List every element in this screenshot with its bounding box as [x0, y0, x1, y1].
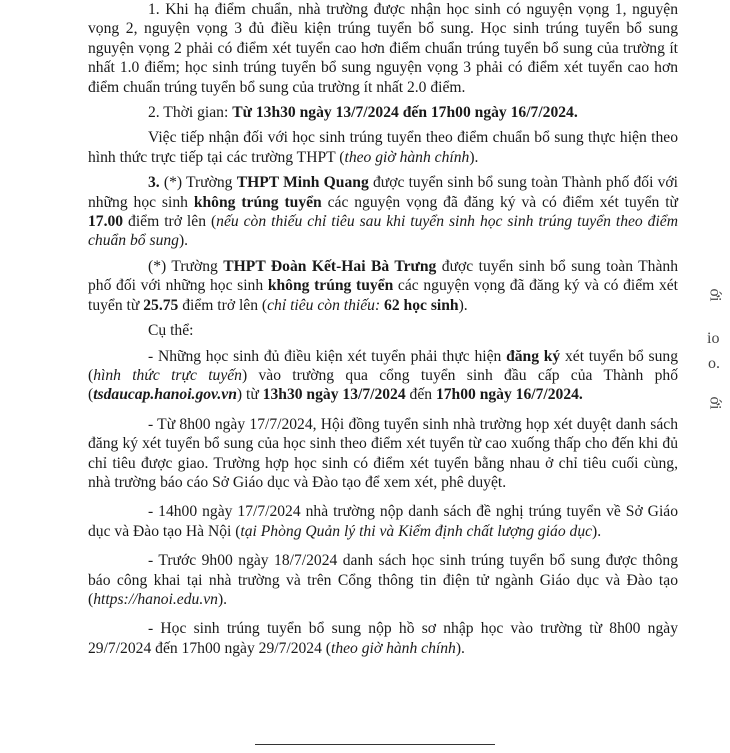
paragraph-minh-quang: 3. (*) Trường THPT Minh Quang được tuyển sinh bổ sung toàn Thành phố đối với những học sinh không trúng tuyển các nguyện vọng đã đăng ký và có điểm xét tuyển từ 17.00 điểm trở lên (nếu còn thiếu chỉ tiêu sau khi tuyển sinh học sinh trúng tuyển theo điểm chuẩn bổ sung). — [88, 174, 679, 250]
paragraph-2-time — [88, 103, 678, 122]
closing-divider — [255, 744, 495, 745]
margin-mark: ới — [706, 396, 724, 410]
paragraph-submission: - 14h00 ngày 17/7/2024 nhà trường nộp danh sách đề nghị trúng tuyển về Sở Giáo dục và Đào tạo Hà Nội (tại Phòng Quản lý thi và Kiểm định chất lượng giáo dục). — [88, 503, 678, 540]
paragraph-registration: - Những học sinh đủ điều kiện xét tuyển phải thực hiện đăng ký xét tuyển bổ sung (hình thức trực tuyến) vào trường qua cổng tuyển sinh đầu cấp của Thành phố (tsdaucap.hanoi.gov.vn) từ 13h30 ngày 13/7/2024 đến 17h00 ngày 16/7/2024. — [88, 347, 679, 404]
paragraph-doan-ket: (*) Trường THPT Đoàn Kết-Hai Bà Trưng được tuyển sinh bổ sung toàn Thành phố đối với những học sinh không trúng tuyển các nguyện vọng đã đăng ký và có điểm xét tuyển từ 25.75 điểm trở lên (chỉ tiêu còn thiếu: 62 học sinh). — [88, 257, 679, 314]
paragraph-1 — [88, 0, 678, 97]
time-range: Từ 13h30 ngày 13/7/2024 đến 17h00 ngày 16/7/2024. — [232, 104, 578, 122]
score-25-75: 25.75 — [143, 296, 179, 314]
paragraph-review: - Từ 8h00 ngày 17/7/2024, Hội đồng tuyển sinh nhà trường họp xét duyệt danh sách đăng ký xét tuyển bổ sung của học sinh theo điểm xét tuyển từ cao xuống thấp cho đến khi đủ chỉ tiêu được giao. Trường hợp học sinh có điểm xét tuyển bằng nhau ở chỉ tiêu cuối cùng, nhà trường báo cáo Sở Giáo dục và Đào tạo để xem xét, phê duyệt. — [88, 415, 678, 491]
margin-mark: o. — [708, 355, 720, 372]
paragraph-details-heading: Cụ thể: — [148, 322, 194, 340]
time-label: 2. Thời gian: — [148, 104, 233, 122]
school-minh-quang: THPT Minh Quang — [236, 174, 369, 192]
paragraph-announcement: - Trước 9h00 ngày 18/7/2024 danh sách học sinh trúng tuyển bổ sung được thông báo công khai tại nhà trường và trên Cổng thông tin điện tử ngành Giáo dục và Đào tạo (https://hanoi.edu.vn). — [88, 552, 678, 608]
paragraph-enrollment: - Học sinh trúng tuyển bổ sung nộp hồ sơ nhập học vào trường từ 8h00 ngày 29/7/2024 đến 17h00 ngày 29/7/2024 (theo giờ hành chính). — [88, 620, 678, 657]
paragraph-1-text: 1. Khi hạ điểm chuẩn, nhà trường được nhận học sinh có nguyện vọng 1, nguyện vọng 2, nguyện vọng 3 đủ điều kiện trúng tuyển bổ sung. Học sinh trúng tuyển bổ sung nguyện vọng 2 phải có điểm xét tuyển cao hơn điểm chuẩn trúng tuyển bổ sung của trường ít nhất 1.0 điểm; học sinh trúng tuyển bổ sung nguyện vọng 3 phải có điểm xét tuyển cao hơn điểm chuẩn trúng tuyển bổ sung của trường ít nhất 2.0 điểm. — [88, 1, 678, 96]
paragraph-3: Việc tiếp nhận đối với học sinh trúng tuyển theo điểm chuẩn bổ sung thực hiện theo hình thức trực tiếp tại các trường THPT (theo giờ hành chính). — [88, 129, 678, 166]
margin-mark: io — [707, 330, 720, 347]
score-17: 17.00 — [88, 213, 124, 231]
document-body — [88, 0, 678, 658]
margin-mark: ới — [706, 288, 724, 302]
portal-link[interactable]: tsdaucap.hanoi.gov.vn — [93, 386, 237, 404]
edu-portal-link[interactable]: https://hanoi.edu.vn — [93, 590, 218, 608]
school-doan-ket: THPT Đoàn Kết-Hai Bà Trưng — [223, 257, 437, 275]
